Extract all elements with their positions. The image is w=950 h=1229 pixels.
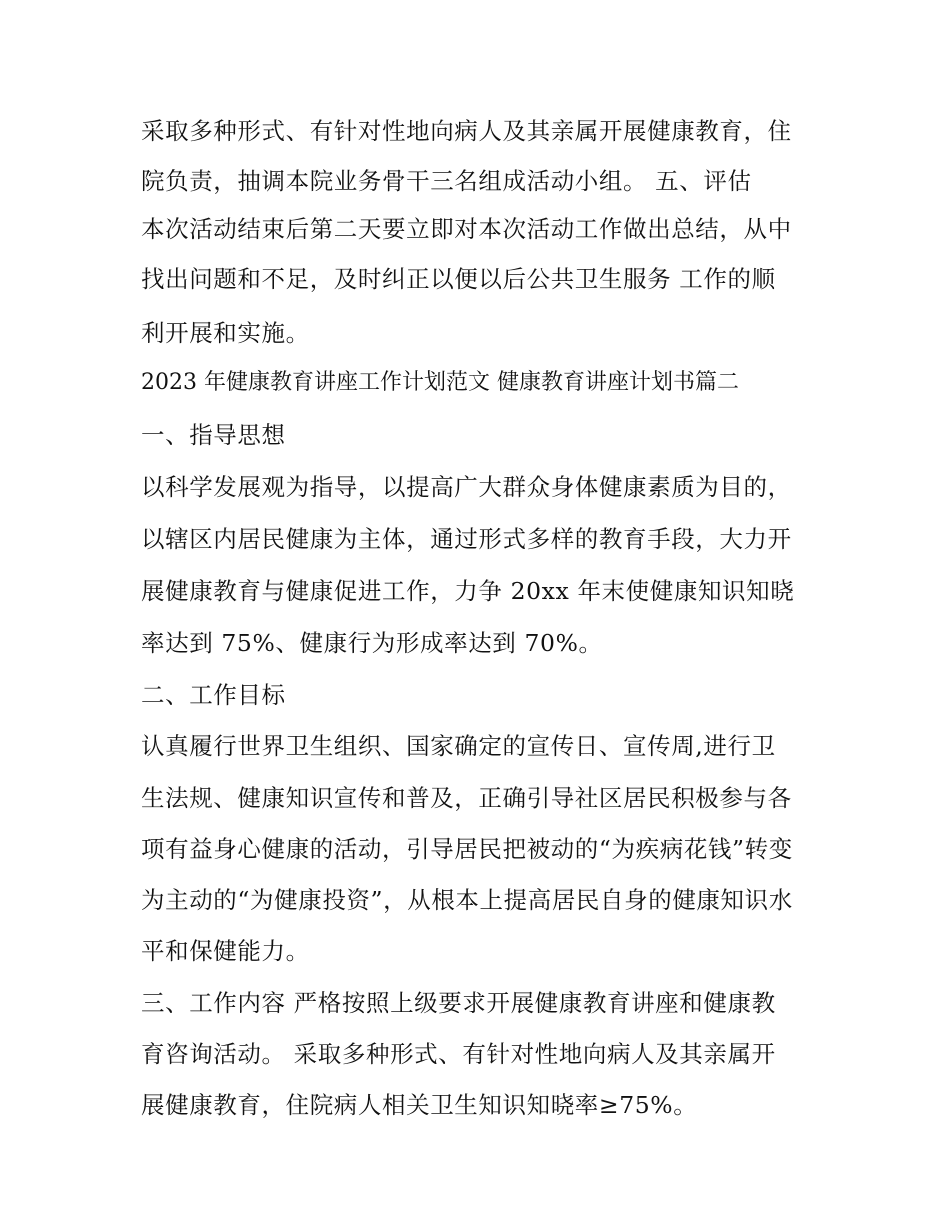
paragraph-line: 院负责，抽调本院业务骨干三名组成活动小组。 五、评估: [141, 167, 752, 195]
paragraph-line: 平和保健能力。: [141, 937, 310, 965]
paragraph-line: 生法规、健康知识宣传和普及，正确引导社区居民积极参与各: [141, 784, 792, 812]
paragraph-line: 育咨询活动。 采取多种形式、有针对性地向病人及其亲属开: [141, 1040, 776, 1068]
section-heading-guiding-thought: 一、指导思想: [141, 421, 286, 449]
paragraph-line: 率达到 75%、健康行为形成率达到 70%。: [141, 629, 603, 657]
paragraph-line: 认真履行世界卫生组织、国家确定的宣传日、宣传周,进行卫: [141, 732, 776, 760]
paragraph-line: 展健康教育，住院病人相关卫生知识知晓率≥75%。: [141, 1091, 698, 1119]
paragraph-line: 以辖区内居民健康为主体，通过形式多样的教育手段，大力开: [141, 525, 792, 553]
paragraph-line: 展健康教育与健康促进工作，力争 20xx 年末使健康知识知晓: [141, 577, 795, 605]
paragraph-line: 为主动的“为健康投资”，从根本上提高居民自身的健康知识水: [141, 886, 793, 914]
section-title: 2023 年健康教育讲座工作计划范文 健康教育讲座计划书篇二: [141, 370, 739, 395]
paragraph-line: 利开展和实施。: [141, 319, 310, 347]
paragraph-line: 本次活动结束后第二天要立即对本次活动工作做出总结，从中: [141, 215, 792, 243]
paragraph-line: 以科学发展观为指导，以提高广大群众身体健康素质为目的，: [141, 473, 792, 501]
section-heading-work-content: 三、工作内容 严格按照上级要求开展健康教育讲座和健康教: [141, 989, 776, 1017]
paragraph-line: 项有益身心健康的活动，引导居民把被动的“为疾病花钱”转变: [141, 835, 793, 863]
section-heading-work-goals: 二、工作目标: [141, 681, 286, 709]
paragraph-line: 采取多种形式、有针对性地向病人及其亲属开展健康教育，住: [141, 117, 792, 145]
paragraph-line: 找出问题和不足，及时纠正以便以后公共卫生服务 工作的顺: [141, 265, 776, 293]
